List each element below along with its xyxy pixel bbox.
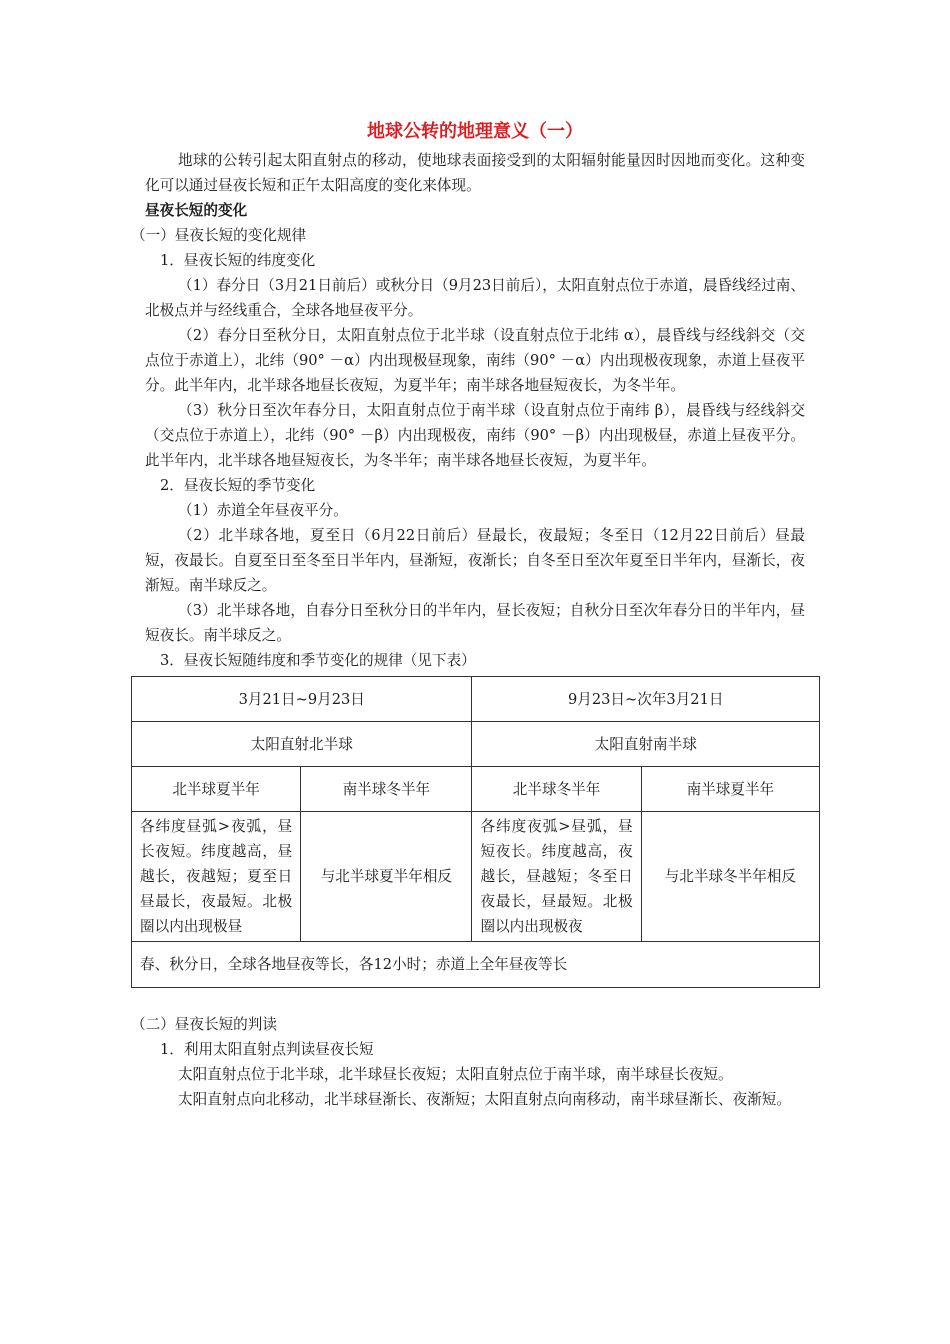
item2-paragraph-3: （3）北半球各地，自春分日至秋分日的半年内，昼长夜短；自秋分日至次年春分日的半年内，昼短夜长。南半球反之。 (145, 602, 805, 644)
table-period-b: 9月23日~次年3月21日 (472, 677, 820, 722)
intro-paragraph: 地球的公转引起太阳直射点的移动，使地球表面接受到的太阳辐射能量因时因地而变化。这种变化可以通过昼夜长短和正午太阳高度的变化来体现。 (145, 152, 805, 194)
item1-heading: 1．昼夜长短的纬度变化 (160, 252, 316, 269)
item1-paragraph-1: （1）春分日（3月21日前后）或秋分日（9月23日前后），太阳直射点位于赤道，晨昏线经过南、北极点并与经线重合，全球各地昼夜平分。 (145, 277, 805, 319)
day-night-table (131, 676, 820, 988)
table-col-south-winter: 南半球冬半年 (301, 767, 472, 812)
part2-paragraph-1: 太阳直射点位于北半球，北半球昼长夜短；太阳直射点位于南半球，南半球昼长夜短。 (178, 1066, 733, 1083)
table-col-north-winter: 北半球冬半年 (472, 767, 641, 812)
table-cell-north-winter: 各纬度夜弧>昼弧，昼短夜长。纬度越高，夜越长，昼越短；冬至日夜最长，昼最短。北极圈以内出现极夜 (472, 812, 641, 942)
part2-item1-heading: 1．利用太阳直射点判读昼夜长短 (160, 1041, 374, 1058)
item2-paragraph-2: （2）北半球各地，夏至日（6月22日前后）昼最长，夜最短；冬至日（12月22日前后）昼最短，夜最长。自夏至日至冬至日半年内，昼渐短，夜渐长；自冬至日至次年夏至日半年内，昼渐长，夜渐短。南半球反之。 (145, 527, 805, 594)
table-cell-north-summer: 各纬度昼弧>夜弧，昼长夜短。纬度越高，昼越长，夜越短；夏至日昼最长，夜最短。北极圈以内出现极昼 (132, 812, 301, 942)
table-period-a: 3月21日~9月23日 (132, 677, 472, 722)
table-sun-a: 太阳直射北半球 (132, 722, 472, 767)
table-sun-b: 太阳直射南半球 (472, 722, 820, 767)
item2-heading: 2．昼夜长短的季节变化 (160, 477, 316, 494)
item3-heading: 3．昼夜长短随纬度和季节变化的规律（见下表） (160, 652, 476, 669)
item1-paragraph-2: （2）春分日至秋分日，太阳直射点位于北半球（设直射点位于北纬 α），晨昏线与经线斜交（交点位于赤道上），北纬（90° －α）内出现极昼现象，南纬（90° －α）内出现极夜现象，赤道上昼夜平分。此半年内，北半球各地昼长夜短，为夏半年；南半球各地昼短夜长，为冬半年。 (145, 327, 805, 394)
part1-heading: （一）昼夜长短的变化规律 (131, 227, 307, 244)
document-title: 地球公转的地理意义（一） (367, 121, 583, 142)
item1-paragraph-3: （3）秋分日至次年春分日，太阳直射点位于南半球（设直射点位于南纬 β），晨昏线与经线斜交（交点位于赤道上），北纬（90° －β）内出现极夜，南纬（90° －β）内出现极昼，赤道上昼夜平分。此半年内，北半球各地昼短夜长，为冬半年；南半球各地昼长夜短，为夏半年。 (145, 402, 805, 469)
table-cell-south-summer: 与北半球冬半年相反 (641, 812, 819, 942)
section-heading: 昼夜长短的变化 (145, 202, 248, 219)
table-footer-row: 春、秋分日，全球各地昼夜等长，各12小时；赤道上全年昼夜等长 (132, 942, 820, 988)
table-col-north-summer: 北半球夏半年 (132, 767, 301, 812)
part2-heading: （二）昼夜长短的判读 (131, 1016, 277, 1033)
table-col-south-summer: 南半球夏半年 (641, 767, 819, 812)
table-cell-south-winter: 与北半球夏半年相反 (301, 812, 472, 942)
part2-paragraph-2: 太阳直射点向北移动，北半球昼渐长、夜渐短；太阳直射点向南移动，南半球昼渐长、夜渐短。 (178, 1091, 791, 1108)
item2-paragraph-1: （1）赤道全年昼夜平分。 (178, 502, 348, 519)
document-page (131, 118, 805, 1112)
